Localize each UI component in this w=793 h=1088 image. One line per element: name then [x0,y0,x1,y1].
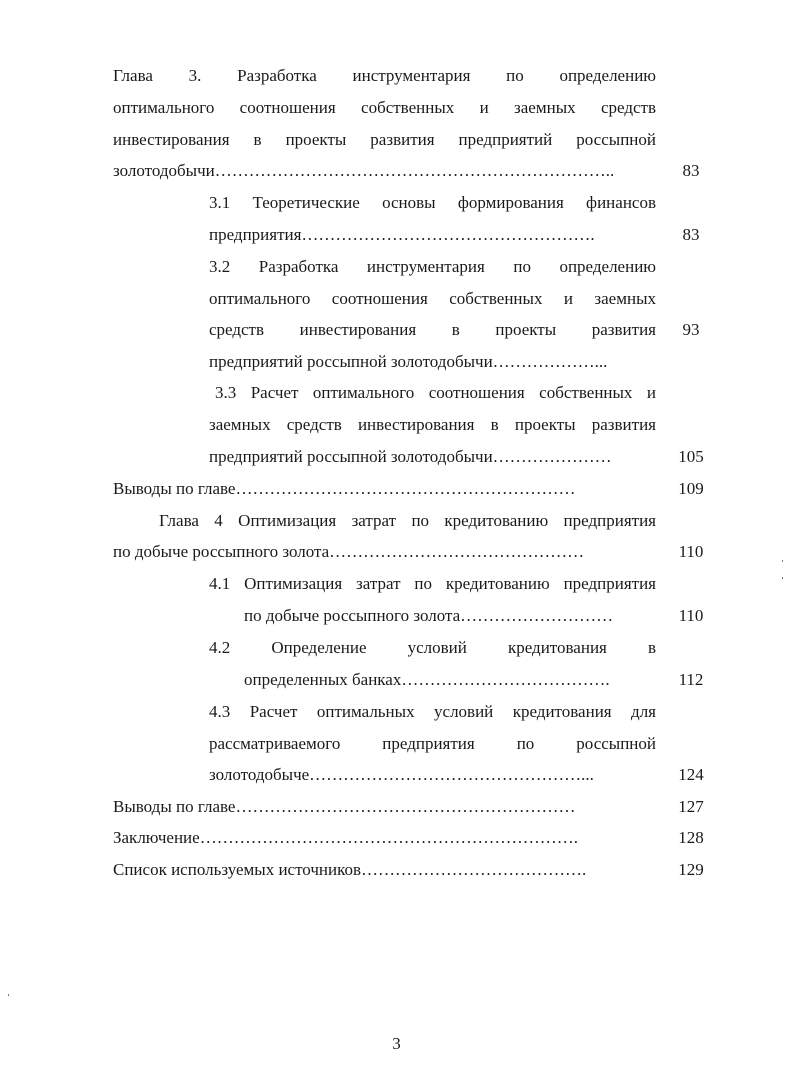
toc-s42-page: 112 [678,670,704,689]
toc-ch4-page: 110 [678,542,704,561]
toc-s32-line1: 3.2 Разработка инструментария по определению [209,257,656,276]
scan-speck [782,560,783,562]
toc-conclusion-text: Заключение…………………………………………………………. [113,828,578,847]
toc-s33-line1: 3.3 Расчет оптимального соотношения собственных и [215,383,656,402]
toc-s31-line1: 3.1 Теоретические основы формирования финансов [209,193,656,212]
toc-s33-page: 105 [678,447,704,466]
toc-s31-page: 83 [682,225,700,244]
toc-sources-page: 129 [678,860,704,879]
toc-s33-line3: предприятий россыпной золотодобычи………………… [209,447,612,466]
scan-speck [782,577,783,579]
toc-s42-line2: определенных банках………………………………. [244,670,610,689]
toc-sources-text: Список используемых источников…………………………………. [113,860,587,879]
toc-ch4-line1: Глава 4 Оптимизация затрат по кредитованию предприятия [159,511,656,530]
toc-s43-line2: рассматриваемого предприятия по россыпной [209,734,656,753]
toc-s41-line1: 4.1 Оптимизация затрат по кредитованию предприятия [209,574,656,593]
toc-ch4-line2: по добыче россыпного золота……………………………………… [113,542,585,561]
toc-s41-line2: по добыче россыпного золота……………………… [244,606,614,625]
toc-s32-line4: предприятий россыпной золотодобычи………………... [209,352,608,371]
toc-ch3-line2: оптимального соотношения собственных и заемных средств [113,98,656,117]
toc-concl3-text: Выводы по главе…………………………………………………… [113,479,576,498]
toc-s32-page: 93 [682,320,700,339]
toc-conclusion-page: 128 [678,828,704,847]
toc-ch3-line1: Глава 3. Разработка инструментария по определению [113,66,656,85]
toc-s43-line1: 4.3 Расчет оптимальных условий кредитования для [209,702,656,721]
toc-s43-line3: золотодобыче…………………………………………... [209,765,594,784]
toc-s41-page: 110 [678,606,704,625]
toc-concl4-text: Выводы по главе…………………………………………………… [113,797,576,816]
toc-s42-line1: 4.2 Определение условий кредитования в [209,638,656,657]
toc-s33-line2: заемных средств инвестирования в проекты развития [209,415,656,434]
toc-ch3-line3: инвестирования в проекты развития предприятий россыпной [113,130,656,149]
toc-s31-line2: предприятия……………………………………………. [209,225,595,244]
toc-s43-page: 124 [678,765,704,784]
toc-ch3-line4: золотодобычи…………………………………………………………….. [113,161,615,180]
page-number: 3 [392,1034,401,1053]
scan-speck [8,994,9,996]
toc-ch3-page: 83 [682,161,700,180]
toc-concl3-page: 109 [678,479,704,498]
toc-s32-line3: средств инвестирования в проекты развития [209,320,656,339]
toc-s32-line2: оптимального соотношения собственных и заемных [209,289,656,308]
toc-concl4-page: 127 [678,797,704,816]
